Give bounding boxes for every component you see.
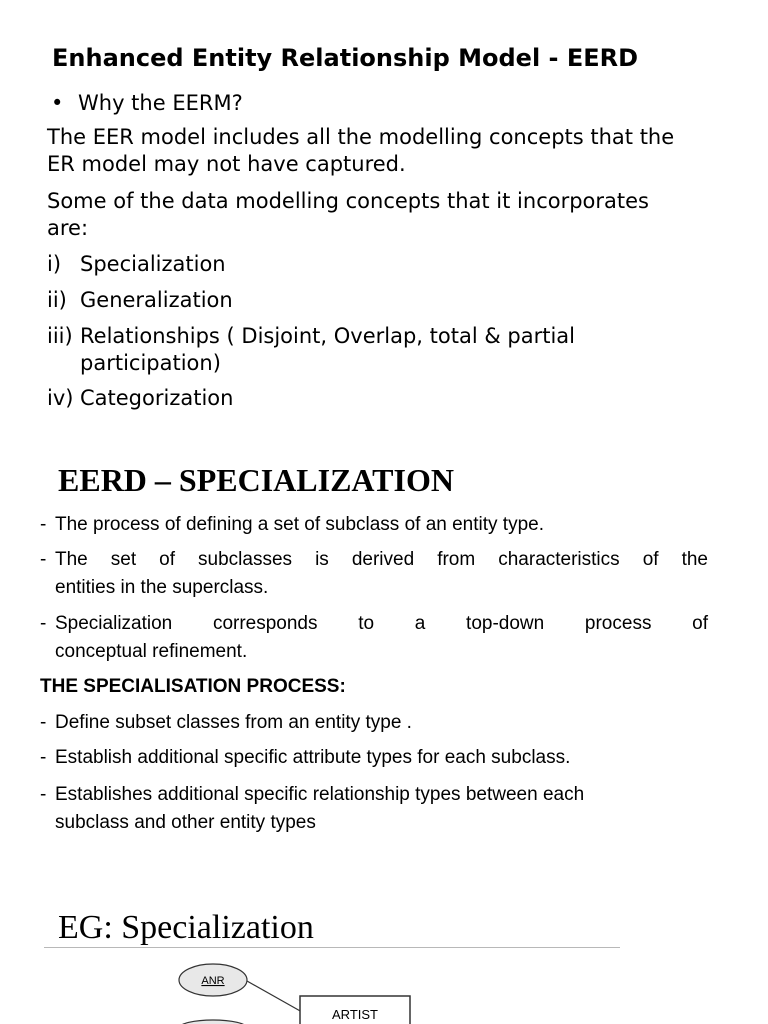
concept-item xyxy=(47,251,226,278)
concept-item xyxy=(47,385,233,412)
specialization-point xyxy=(40,511,708,539)
concept-text: Generalization xyxy=(80,288,233,312)
concept-number: iv) xyxy=(47,386,74,410)
specialization-point xyxy=(40,610,708,638)
specialization-point xyxy=(40,546,708,574)
dash-marker: - xyxy=(40,712,47,733)
concept-text: Relationships ( Disjoint, Overlap, total & partial xyxy=(80,324,575,348)
para1-line1: The EER model includes all the modelling concepts that the xyxy=(47,125,675,149)
point-text: The process of defining a set of subclass of an entity type. xyxy=(55,514,544,535)
process-step xyxy=(40,709,708,737)
step-text: Establish additional specific attribute types for each subclass. xyxy=(55,747,571,768)
why-eerm-question: Why the EERM? xyxy=(78,91,243,115)
specialization-diagram xyxy=(0,950,768,1024)
point-text: Specialization corresponds to a top-down process of xyxy=(55,613,708,634)
title-underline xyxy=(44,947,620,948)
point-text: entities in the superclass. xyxy=(55,577,269,598)
bullet-marker: • xyxy=(51,91,64,115)
attribute-ellipse-partial xyxy=(179,1020,247,1024)
process-heading: THE SPECIALISATION PROCESS: xyxy=(40,676,346,697)
specialization-point-continued xyxy=(40,574,708,602)
dash-marker: - xyxy=(40,747,47,768)
step-text: subclass and other entity types xyxy=(55,812,316,833)
process-step xyxy=(40,744,708,772)
para1-line2: ER model may not have captured. xyxy=(47,152,406,176)
step-text: Establishes additional specific relationship types between each xyxy=(55,784,585,805)
point-text: The set of subclasses is derived from characteristics of the xyxy=(55,549,708,570)
concept-number: i) xyxy=(47,252,62,276)
point-text: conceptual refinement. xyxy=(55,641,248,662)
concept-item xyxy=(47,323,575,350)
process-step xyxy=(40,781,708,809)
dash-marker: - xyxy=(40,549,47,570)
example-title: EG: Specialization xyxy=(58,909,314,946)
concept-item xyxy=(47,287,233,314)
slide-title: Enhanced Entity Relationship Model - EERD xyxy=(52,44,639,72)
entity-label: ARTIST xyxy=(332,1007,378,1022)
concept-number: iii) xyxy=(47,324,73,348)
specialization-heading: EERD – SPECIALIZATION xyxy=(58,462,454,498)
para2-line2: are: xyxy=(47,216,89,240)
attribute-connector xyxy=(247,981,302,1012)
concept-text: Categorization xyxy=(80,386,234,410)
concept-text: Specialization xyxy=(80,252,226,276)
specialization-point-continued xyxy=(40,638,708,666)
attribute-label: ANR xyxy=(201,975,225,987)
dash-marker: - xyxy=(40,514,47,535)
dash-marker: - xyxy=(40,784,47,805)
para2-line1: Some of the data modelling concepts that it incorporates xyxy=(47,189,649,213)
dash-marker: - xyxy=(40,613,47,634)
concept-number: ii) xyxy=(47,288,67,312)
concept-text-continued: participation) xyxy=(80,351,221,375)
step-text: Define subset classes from an entity type . xyxy=(55,712,412,733)
process-step-continued xyxy=(40,809,708,837)
